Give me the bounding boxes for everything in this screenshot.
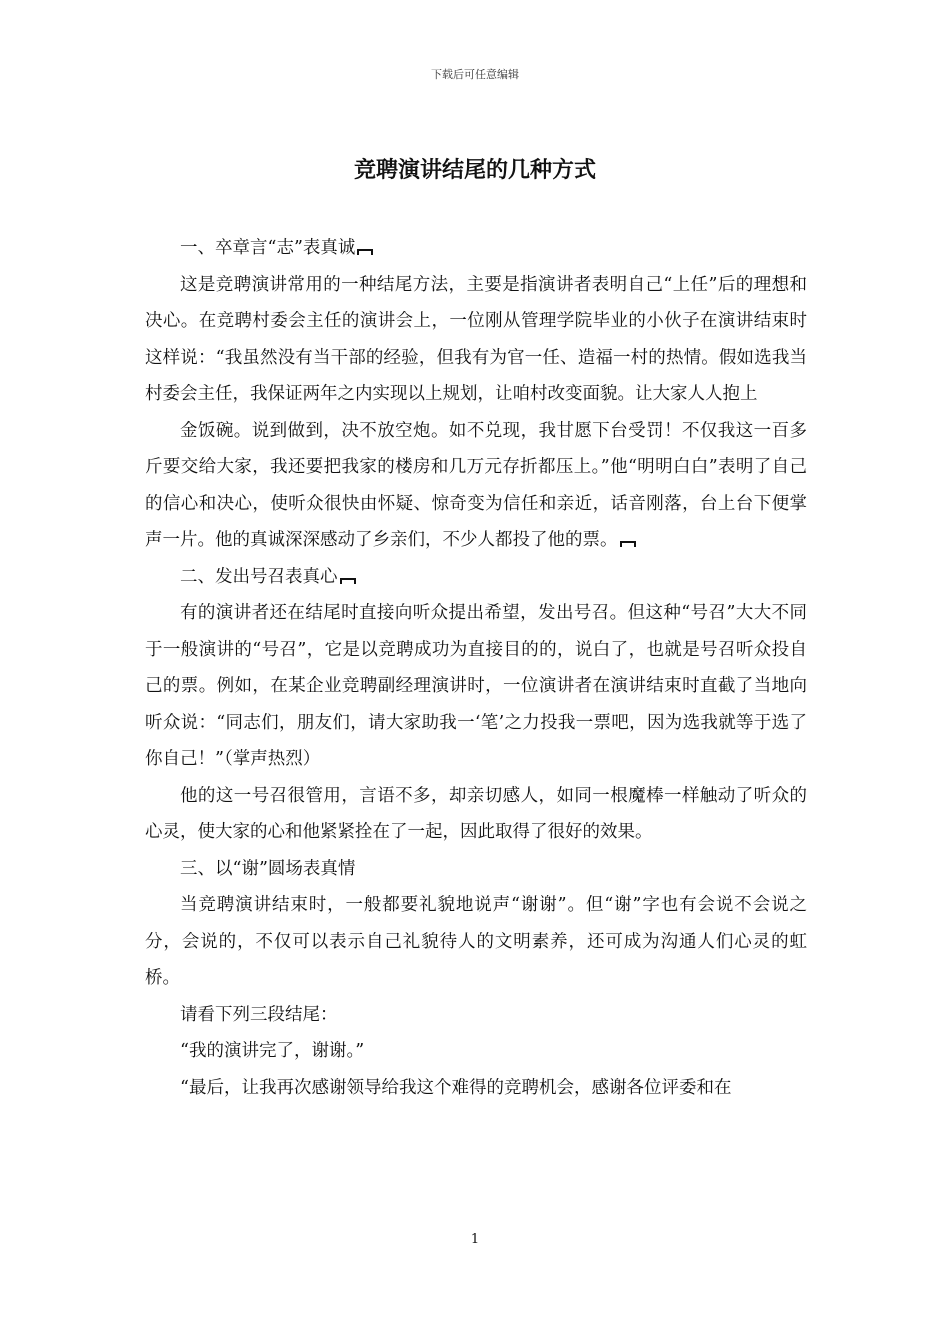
- heading-section-3: 三、以“谢”圆场表真情: [180, 858, 356, 879]
- paragraph: [145, 413, 807, 559]
- document-body: [145, 230, 807, 1106]
- paragraph: 有的演讲者还在结尾时直接向听众提出希望，发出号召。但这种“号召”大大不同于一般演讲的“号召”，它是以竞聘成功为直接目的的，说白了，也就是号召听众投自己的票。例如，在某企业竞聘副经理演讲时，一位演讲者在演讲结束时直截了当地向听众说：“同志们，朋友们，请大家助我一‘笔’之力投我一票吧，因为选我就等于选了你自己！”（掌声热烈）: [145, 603, 807, 769]
- paragraph: 这是竞聘演讲常用的一种结尾方法，主要是指演讲者表明自己“上任”后的理想和决心。在竞聘村委会主任的演讲会上，一位刚从管理学院毕业的小伙子在演讲结束时这样说：“我虽然没有当干部的经验，但我有为官一任、造福一村的热情。假如选我当村委会主任，我保证两年之内实现以上规划，让咱村改变面貌。让大家人人抱上: [145, 274, 807, 404]
- document-title: 竞聘演讲结尾的几种方式: [353, 157, 596, 183]
- heading-text: 一、卒章言“志”表真诚: [180, 238, 356, 258]
- paragraph: 他的这一号召很管用，言语不多，却亲切感人，如同一根魔棒一样触动了听众的心灵，使大家的心和他紧紧拴在了一起，因此取得了很好的效果。: [145, 785, 807, 842]
- header-note: 下载后可任意编辑: [431, 68, 519, 81]
- paragraph: 请看下列三段结尾：: [180, 1004, 338, 1025]
- heading-text: 二、发出号召表真心: [180, 566, 338, 587]
- quote-line: “我的演讲完了，谢谢。”: [180, 1041, 365, 1061]
- heading-section-1: [145, 230, 807, 267]
- editing-mark-icon: [357, 249, 373, 255]
- editing-mark-icon: [620, 541, 636, 547]
- heading-section-2: [145, 559, 807, 596]
- paragraph-text: 金饭碗。说到做到，决不放空炮。如不兑现，我甘愿下台受罚！不仅我这一百多斤要交给大家，我还要把我家的楼房和几万元存折都压上。”他“明明白白”表明了自己的信心和决心，使听众很快由怀疑、惊奇变为信任和亲近，话音刚落，台上台下便掌声一片。他的真诚深深感动了乡亲们，不少人都投了他的票。: [145, 420, 807, 550]
- editing-mark-icon: [340, 578, 356, 584]
- page-number: 1: [470, 1232, 480, 1247]
- quote-line: “最后，让我再次感谢领导给我这个难得的竞聘机会，感谢各位评委和在: [180, 1077, 732, 1098]
- paragraph: 当竞聘演讲结束时，一般都要礼貌地说声“谢谢”。但“谢”字也有会说不会说之分，会说的，不仅可以表示自己礼貌待人的文明素养，还可成为沟通人们心灵的虹桥。: [145, 895, 807, 988]
